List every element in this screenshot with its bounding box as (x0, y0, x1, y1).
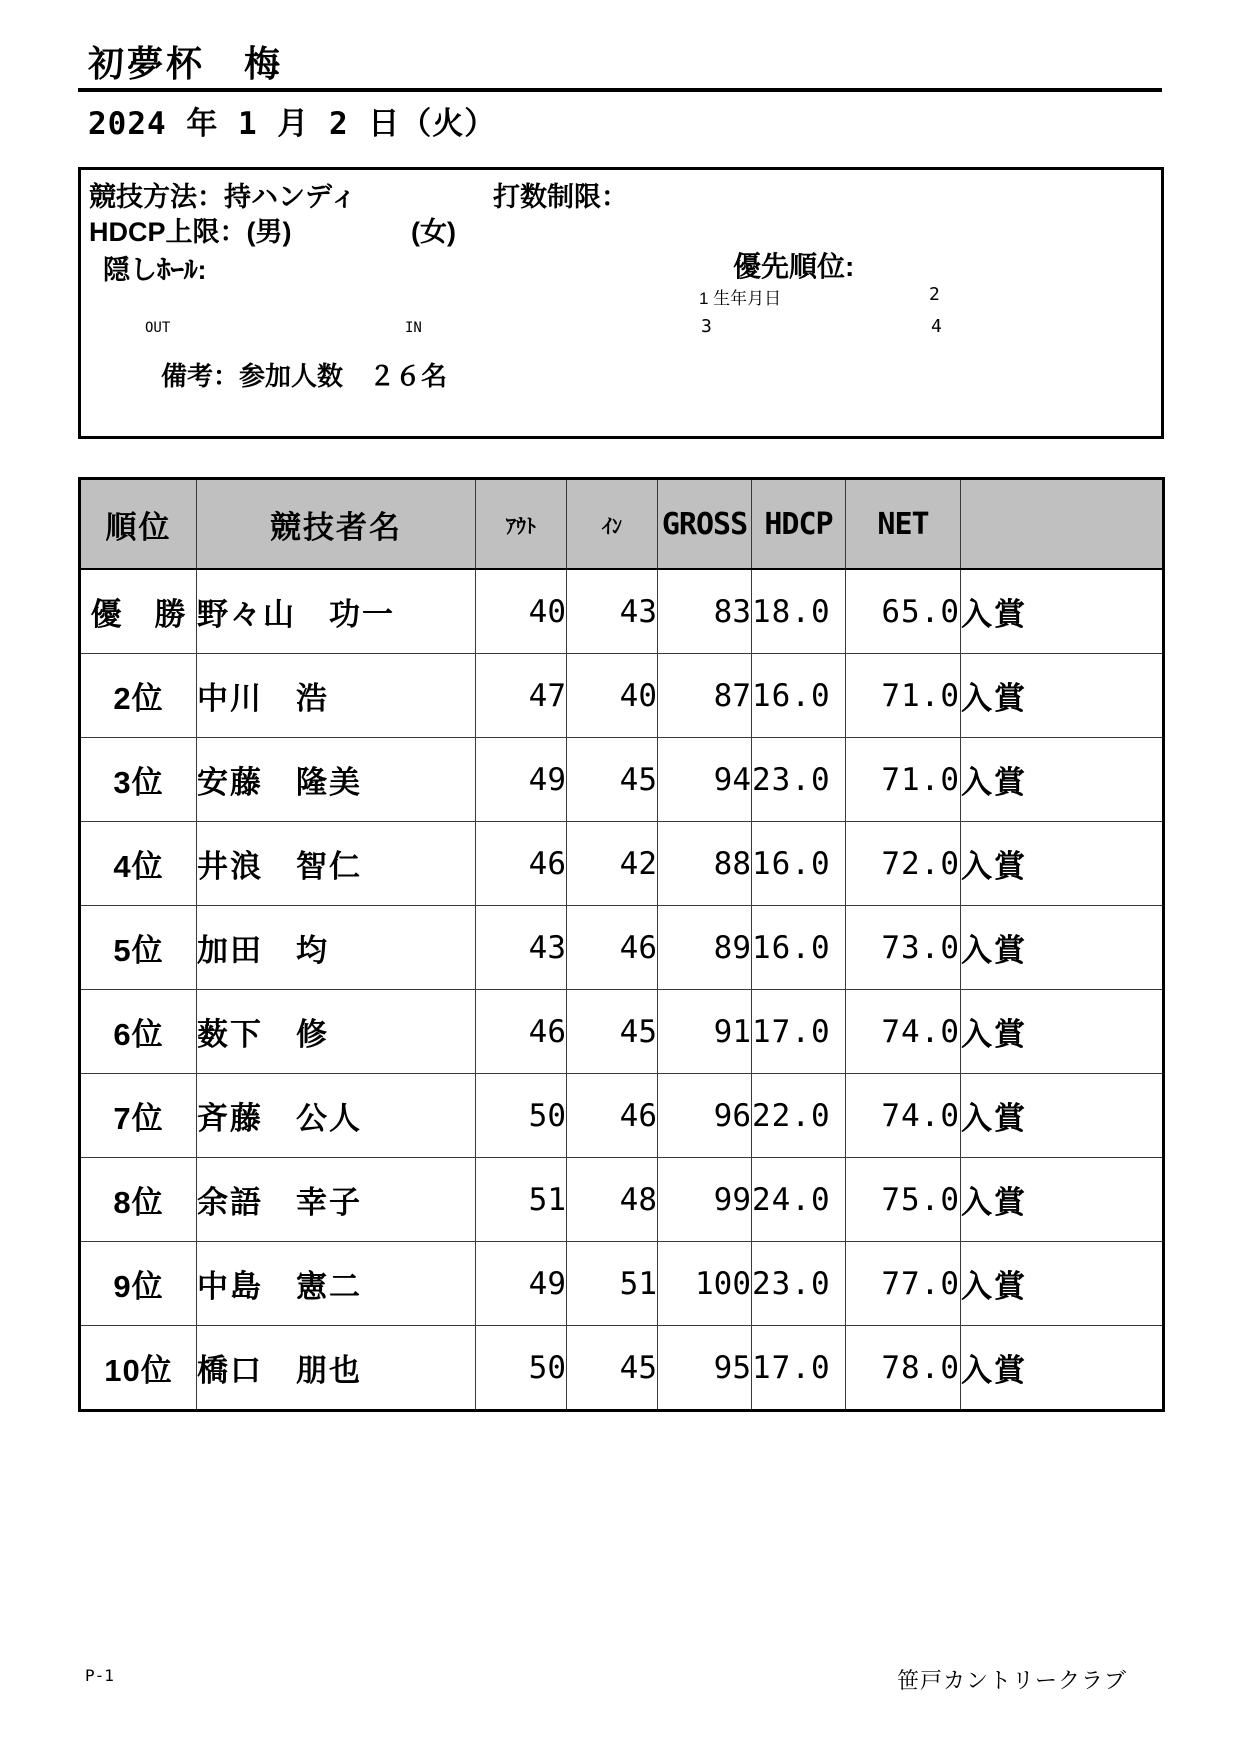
hdcp-cell: 23.0 (752, 738, 846, 822)
header-rank: 順位 (80, 479, 197, 570)
rank-cell: 7位 (80, 1074, 197, 1158)
out-label: OUT (145, 320, 171, 336)
competition-method: 競技方法：持ハンディ (89, 182, 357, 212)
award-cell: 入賞 (961, 1326, 1164, 1411)
out-cell: 46 (476, 822, 567, 906)
net-cell: 74.0 (846, 1074, 961, 1158)
table-header-row (80, 479, 1164, 570)
table-row (80, 990, 1164, 1074)
in-label: IN (405, 320, 422, 336)
out-cell: 47 (476, 654, 567, 738)
results-table (78, 477, 1165, 1412)
title-block (78, 42, 1162, 92)
in-cell: 43 (567, 569, 658, 654)
award-cell: 入賞 (961, 738, 1164, 822)
hdcp-cell: 17.0 (752, 990, 846, 1074)
hdcp-cell: 23.0 (752, 1242, 846, 1326)
event-date: 2024 年 1 月 2 日（火） (88, 106, 497, 142)
name-cell: 橋口 朋也 (197, 1326, 476, 1411)
stroke-limit-label: 打数制限： (493, 182, 628, 212)
gross-cell: 88 (658, 822, 752, 906)
hdcp-cell: 16.0 (752, 822, 846, 906)
gross-cell: 99 (658, 1158, 752, 1242)
name-cell: 安藤 隆美 (197, 738, 476, 822)
in-cell: 46 (567, 1074, 658, 1158)
out-cell: 50 (476, 1074, 567, 1158)
net-cell: 75.0 (846, 1158, 961, 1242)
gross-cell: 96 (658, 1074, 752, 1158)
out-cell: 49 (476, 1242, 567, 1326)
name-cell: 井浪 智仁 (197, 822, 476, 906)
award-cell: 入賞 (961, 654, 1164, 738)
name-cell: 中島 憲二 (197, 1242, 476, 1326)
table-row (80, 1158, 1164, 1242)
header-in: ｲﾝ (567, 479, 658, 570)
priority-item-2: 2 (929, 284, 940, 305)
name-cell: 加田 均 (197, 906, 476, 990)
rank-cell: 6位 (80, 990, 197, 1074)
gross-cell: 94 (658, 738, 752, 822)
award-cell: 入賞 (961, 1074, 1164, 1158)
name-cell: 薮下 修 (197, 990, 476, 1074)
net-cell: 74.0 (846, 990, 961, 1074)
hdcp-limit-female: (女) (411, 217, 456, 247)
gross-cell: 87 (658, 654, 752, 738)
out-cell: 43 (476, 906, 567, 990)
club-name: 笹戸カントリークラブ (896, 1668, 1127, 1693)
header-hdcp: HDCP (752, 479, 846, 570)
remarks: 備考：参加人数 ２６名 (161, 361, 448, 391)
out-cell: 51 (476, 1158, 567, 1242)
table-row (80, 822, 1164, 906)
net-cell: 77.0 (846, 1242, 961, 1326)
page-number: P-1 (85, 1666, 114, 1685)
priority-item-1: 1 生年月日 (699, 289, 782, 308)
award-cell: 入賞 (961, 1158, 1164, 1242)
in-cell: 45 (567, 738, 658, 822)
in-cell: 40 (567, 654, 658, 738)
out-cell: 40 (476, 569, 567, 654)
out-cell: 49 (476, 738, 567, 822)
in-cell: 42 (567, 822, 658, 906)
hdcp-cell: 17.0 (752, 1326, 846, 1411)
net-cell: 65.0 (846, 569, 961, 654)
hidden-hole-label: 隠しﾎｰﾙ: (103, 255, 207, 285)
out-cell: 50 (476, 1326, 567, 1411)
priority-label: 優先順位: (733, 251, 855, 282)
header-gross: GROSS (658, 479, 752, 570)
table-row (80, 1074, 1164, 1158)
name-cell: 斉藤 公人 (197, 1074, 476, 1158)
gross-cell: 83 (658, 569, 752, 654)
header-award (961, 479, 1164, 570)
table-row (80, 569, 1164, 654)
gross-cell: 95 (658, 1326, 752, 1411)
table-row (80, 1242, 1164, 1326)
in-cell: 48 (567, 1158, 658, 1242)
in-cell: 45 (567, 1326, 658, 1411)
award-cell: 入賞 (961, 906, 1164, 990)
rank-cell: 優 勝 (80, 569, 197, 654)
in-cell: 51 (567, 1242, 658, 1326)
net-cell: 73.0 (846, 906, 961, 990)
net-cell: 71.0 (846, 654, 961, 738)
table-row (80, 1326, 1164, 1411)
priority-item-4: 4 (931, 316, 942, 337)
rank-cell: 10位 (80, 1326, 197, 1411)
award-cell: 入賞 (961, 1242, 1164, 1326)
table-row (80, 654, 1164, 738)
rank-cell: 3位 (80, 738, 197, 822)
hdcp-limit-male: HDCP上限：(男) (89, 217, 292, 247)
header-name: 競技者名 (197, 479, 476, 570)
net-cell: 72.0 (846, 822, 961, 906)
hdcp-cell: 24.0 (752, 1158, 846, 1242)
net-cell: 78.0 (846, 1326, 961, 1411)
award-cell: 入賞 (961, 569, 1164, 654)
header-net: NET (846, 479, 961, 570)
hdcp-cell: 18.0 (752, 569, 846, 654)
net-cell: 71.0 (846, 738, 961, 822)
name-cell: 中川 浩 (197, 654, 476, 738)
header-out: ｱｳﾄ (476, 479, 567, 570)
page-title: 初夢杯 梅 (88, 43, 284, 84)
gross-cell: 91 (658, 990, 752, 1074)
table-row (80, 906, 1164, 990)
rank-cell: 4位 (80, 822, 197, 906)
rank-cell: 2位 (80, 654, 197, 738)
out-cell: 46 (476, 990, 567, 1074)
hdcp-cell: 22.0 (752, 1074, 846, 1158)
name-cell: 余語 幸子 (197, 1158, 476, 1242)
rank-cell: 5位 (80, 906, 197, 990)
hdcp-cell: 16.0 (752, 906, 846, 990)
gross-cell: 100 (658, 1242, 752, 1326)
rank-cell: 8位 (80, 1158, 197, 1242)
name-cell: 野々山 功一 (197, 569, 476, 654)
in-cell: 45 (567, 990, 658, 1074)
award-cell: 入賞 (961, 990, 1164, 1074)
award-cell: 入賞 (961, 822, 1164, 906)
table-row (80, 738, 1164, 822)
hdcp-cell: 16.0 (752, 654, 846, 738)
priority-item-3: 3 (701, 316, 712, 337)
gross-cell: 89 (658, 906, 752, 990)
competition-info-box (78, 167, 1164, 439)
rank-cell: 9位 (80, 1242, 197, 1326)
in-cell: 46 (567, 906, 658, 990)
